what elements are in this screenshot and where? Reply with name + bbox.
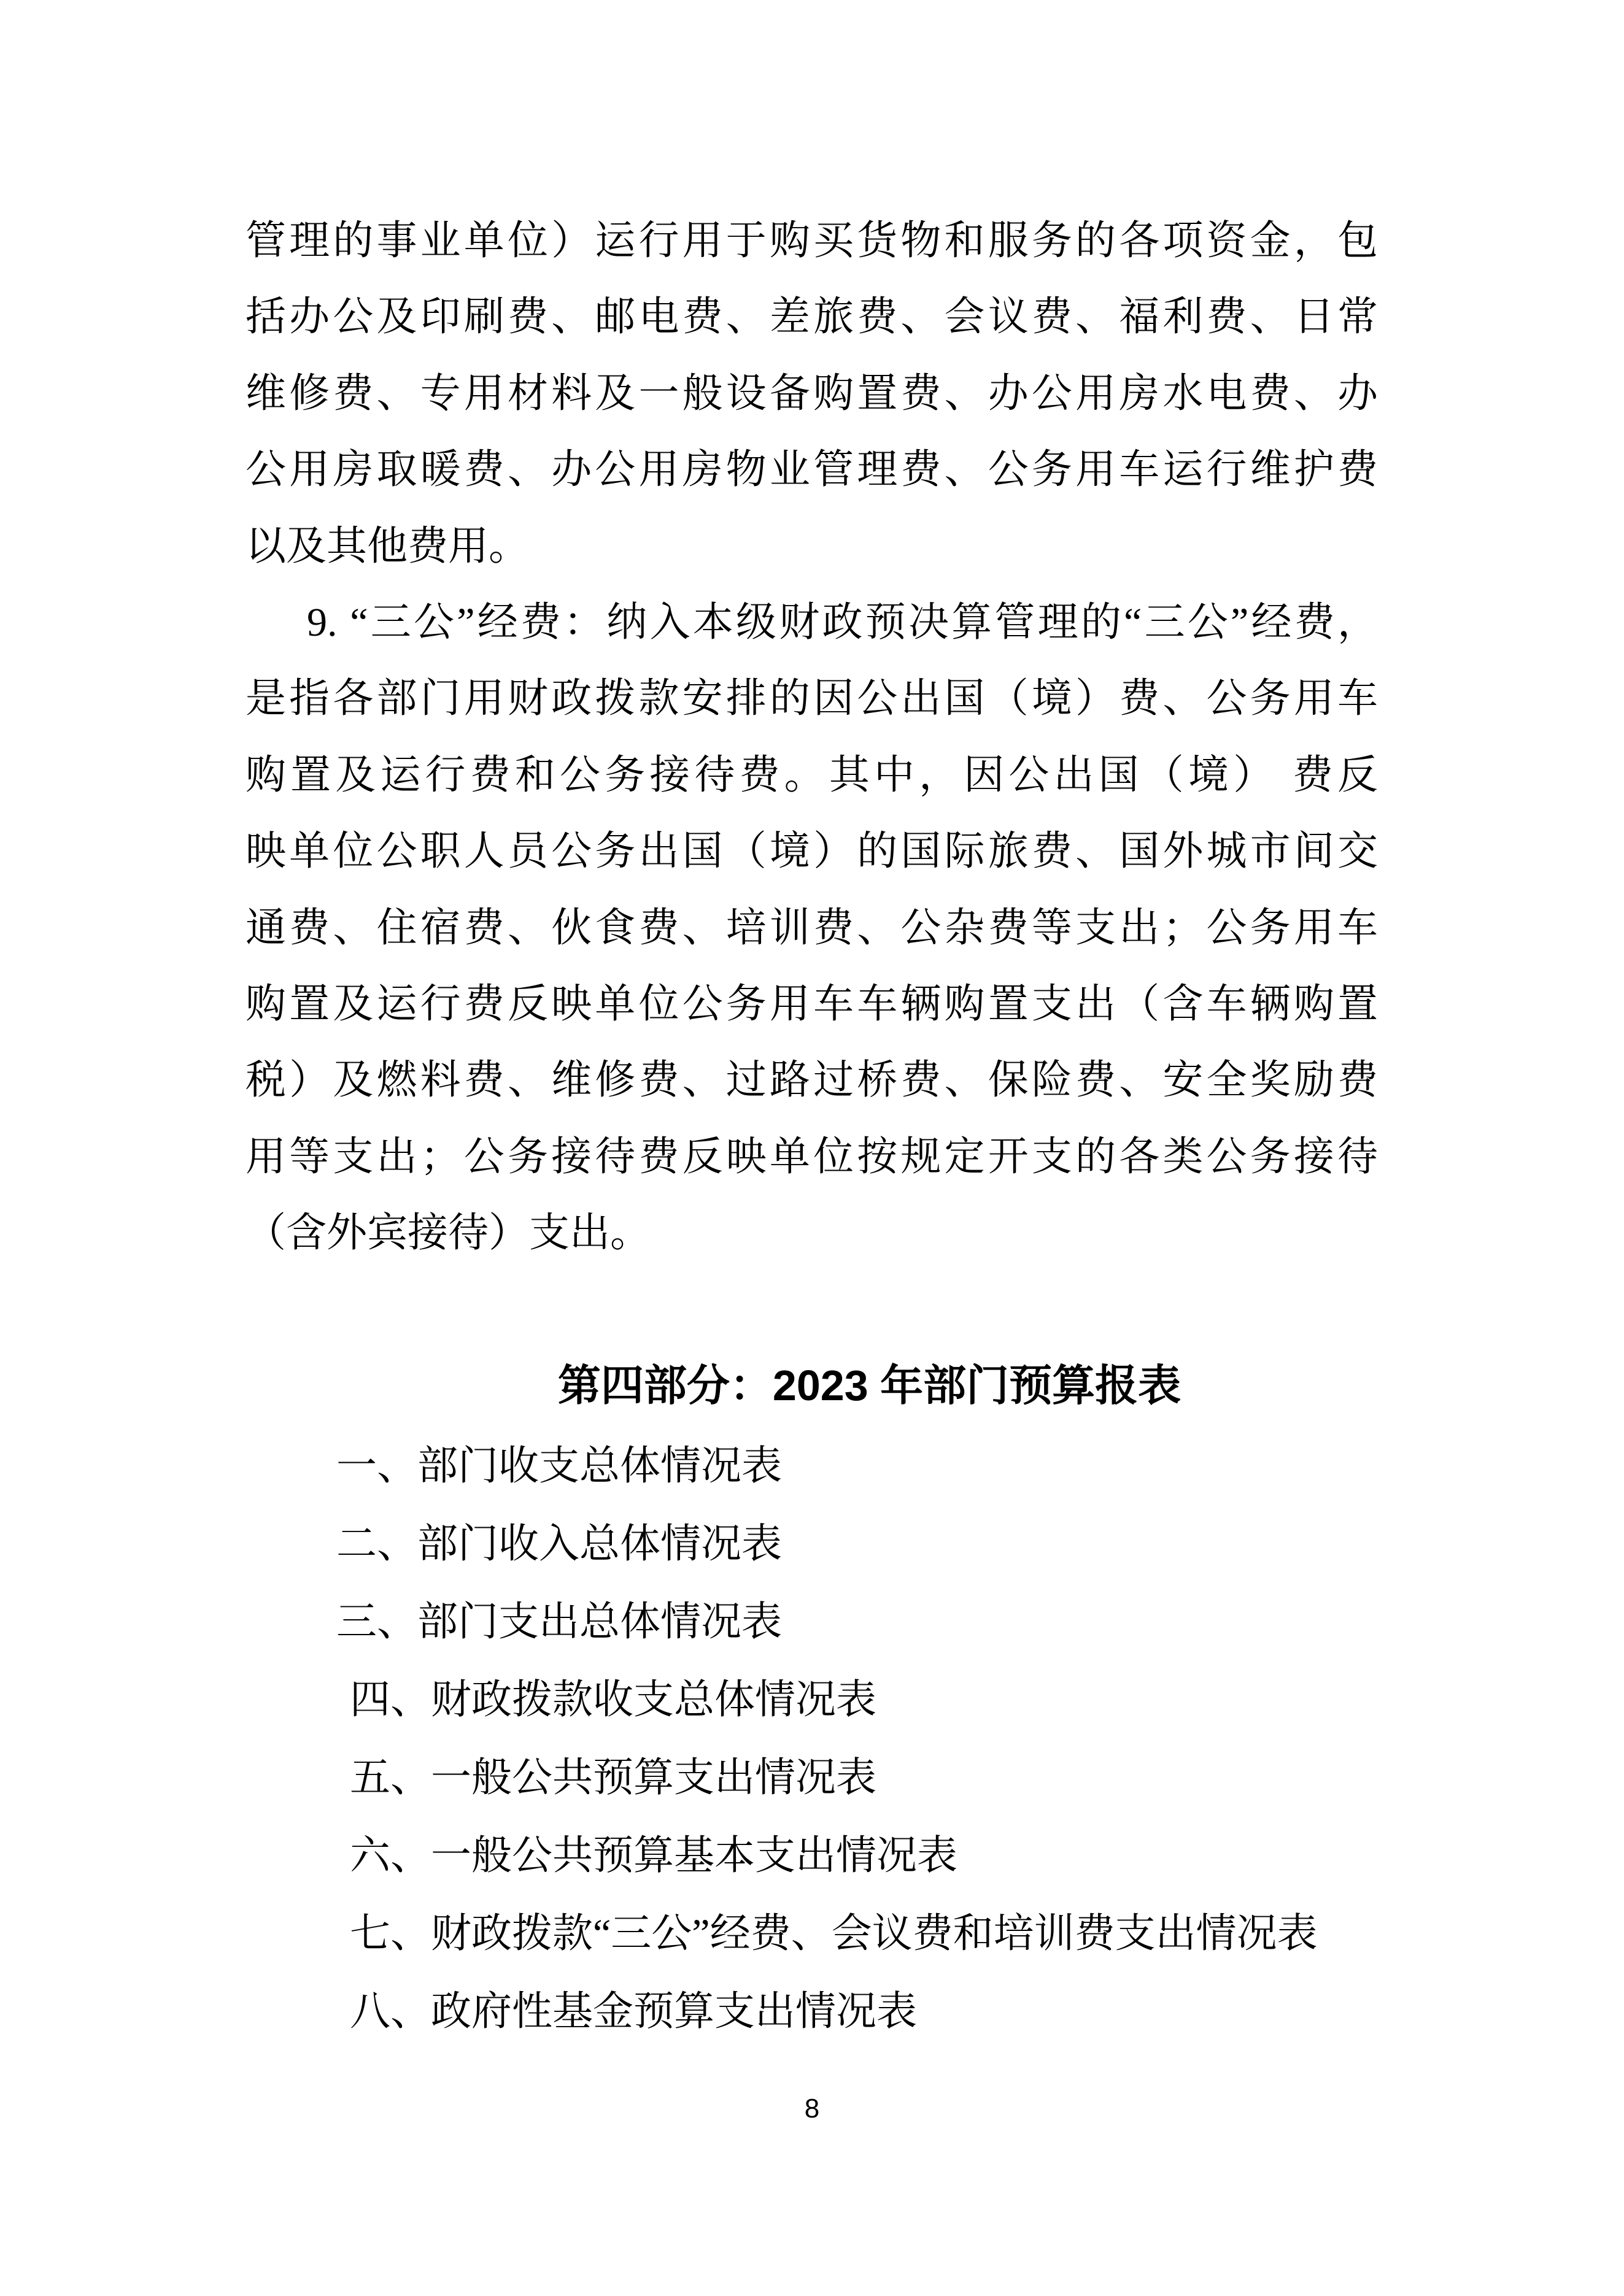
body-line: 9. “三公”经费：纳入本级财政预决算管理的“三公”经费， [307, 599, 1378, 645]
body-line: 是指各部门用财政拨款安排的因公出国（境）费、公务用车 [246, 676, 1378, 722]
list-item: 二、部门收入总体情况表 [336, 1522, 782, 1566]
body-line: 管理的事业单位）运行用于购买货物和服务的各项资金，包 [246, 218, 1378, 263]
body-line: 用等支出；公务接待费反映单位按规定开支的各类公务接待 [246, 1134, 1378, 1179]
body-line: （含外宾接待）支出。 [246, 1211, 651, 1256]
body-line: 税）及燃料费、维修费、过路过桥费、保险费、安全奖励费 [246, 1058, 1378, 1103]
list-item: 七、财政拨款“三公”经费、会议费和培训费支出情况表 [350, 1911, 1318, 1956]
list-item: 三、部门支出总体情况表 [336, 1600, 782, 1644]
body-line: 映单位公职人员公务出国（境）的国际旅费、国外城市间交 [246, 829, 1378, 874]
body-line: 公用房取暖费、办公用房物业管理费、公务用车运行维护费 [246, 447, 1378, 493]
body-line: 通费、住宿费、伙食费、培训费、公杂费等支出；公务用车 [246, 905, 1378, 950]
list-item: 八、政府性基金预算支出情况表 [350, 1989, 917, 2034]
list-item: 五、一般公共预算支出情况表 [350, 1755, 876, 1800]
list-item: 一、部门收支总体情况表 [336, 1444, 782, 1489]
body-line: 括办公及印刷费、邮电费、差旅费、会议费、福利费、日常 [246, 295, 1378, 340]
body-line: 以及其他费用。 [246, 523, 529, 569]
report-table-list [246, 1427, 1378, 2051]
body-line: 购置及运行费和公务接待费。其中，因公出国（境） 费反 [246, 752, 1378, 798]
list-item: 四、财政拨款收支总体情况表 [350, 1678, 876, 1722]
section-heading: 第四部分：2023 年部门预算报表 [557, 1362, 1181, 1409]
body-line: 购置及运行费反映单位公务用车车辆购置支出（含车辆购置 [246, 981, 1378, 1027]
list-item: 六、一般公共预算基本支出情况表 [350, 1833, 957, 1878]
page-number: 8 [804, 2094, 820, 2124]
body-line: 维修费、专用材料及一般设备购置费、办公用房水电费、办 [246, 371, 1378, 416]
body-paragraphs [246, 203, 1378, 1271]
